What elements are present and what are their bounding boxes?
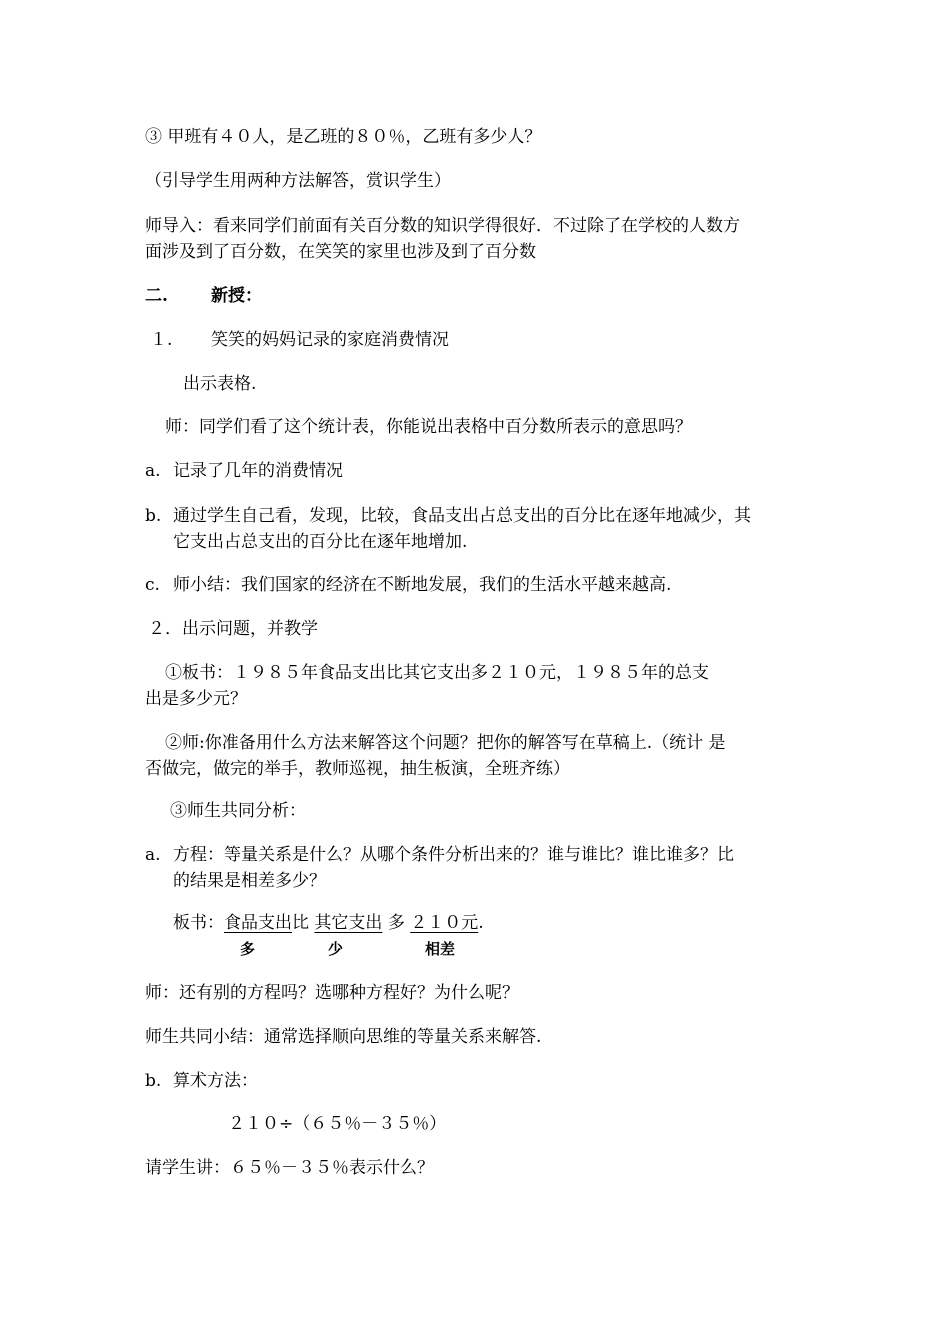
method-a-line-1: 方程：等量关系是什么？从哪个条件分析出来的？谁与谁比？谁比谁多？比	[173, 845, 734, 865]
method-b-text: 算术方法：	[173, 1071, 258, 1091]
teacher-intro-line-1: 师导入：看来同学们前面有关百分数的知识学得很好．不过除了在学校的人数方	[145, 216, 740, 236]
student-explain: 请学生讲：６５％－３５％表示什么？	[145, 1158, 434, 1178]
problem-2-line-2: 否做完，做完的举手，教师巡视，抽生板演，全班齐练）	[145, 759, 570, 779]
board-food-expense: 食品支出	[224, 913, 292, 933]
guide-note: （引导学生用两种方法解答，赏识学生）	[145, 171, 451, 191]
show-table: 出示表格.	[183, 374, 257, 394]
section-2-title: 新授：	[211, 286, 262, 306]
joint-summary: 师生共同小结：通常选择顺向思维的等量关系来解答.	[145, 1027, 542, 1047]
point-c-text: 师小结：我们国家的经济在不断地发展，我们的生活水平越来越高.	[173, 575, 672, 595]
point-a-text: 记录了几年的消费情况	[173, 461, 343, 481]
method-a-label: a.	[145, 845, 161, 865]
teacher-other-equation: 师：还有别的方程吗？选哪种方程好？为什么呢？	[145, 983, 519, 1003]
point-b-text-line-1: 通过学生自己看，发现，比较，食品支出占总支出的百分比在逐年地减少，其	[173, 506, 751, 526]
board-compare: 比	[292, 913, 309, 933]
point-c-label: c.	[145, 575, 160, 595]
item-1-text: 笑笑的妈妈记录的家庭消费情况	[211, 330, 449, 350]
method-b-label: b.	[145, 1071, 162, 1091]
question-3: ③ 甲班有４０人，是乙班的８０％，乙班有多少人？	[145, 127, 542, 147]
item-2: ２．出示问题，并教学	[148, 619, 318, 639]
problem-2-line-1: ②师:你准备用什么方法来解答这个问题？把你的解答写在草稿上.（统计 是	[165, 733, 726, 753]
teacher-question-1: 师：同学们看了这个统计表，你能说出表格中百分数所表示的意思吗？	[165, 417, 692, 437]
point-a-label: a.	[145, 461, 161, 481]
item-1-number: １.	[150, 330, 173, 350]
method-a-line-2: 的结果是相差多少？	[173, 871, 326, 891]
mark-more: 多	[240, 940, 256, 958]
board-other-expense: 其它支出	[314, 913, 383, 933]
board-amount: ２１０元	[410, 913, 479, 933]
problem-1-line-1: ①板书：１９８５年食品支出比其它支出多２１０元，１９８５年的总支	[165, 663, 709, 683]
point-b-text-line-2: 它支出占总支出的百分比在逐年地增加.	[173, 532, 468, 552]
joint-analysis: ③师生共同分析：	[170, 801, 306, 821]
board-writing	[173, 912, 484, 934]
mark-difference: 相差	[425, 940, 456, 958]
board-end: .	[478, 913, 484, 933]
section-2-number: 二.	[145, 286, 168, 306]
board-prefix: 板书：	[173, 913, 224, 933]
teacher-intro-line-2: 面涉及到了百分数，在笑笑的家里也涉及到了百分数	[145, 242, 536, 262]
mark-less: 少	[328, 940, 344, 958]
board-more: 多	[387, 913, 405, 933]
arithmetic-formula: ２１０÷（６５％－３５％）	[228, 1114, 447, 1134]
problem-1-line-2: 出是多少元？	[145, 689, 247, 709]
point-b-label: b.	[145, 506, 162, 526]
